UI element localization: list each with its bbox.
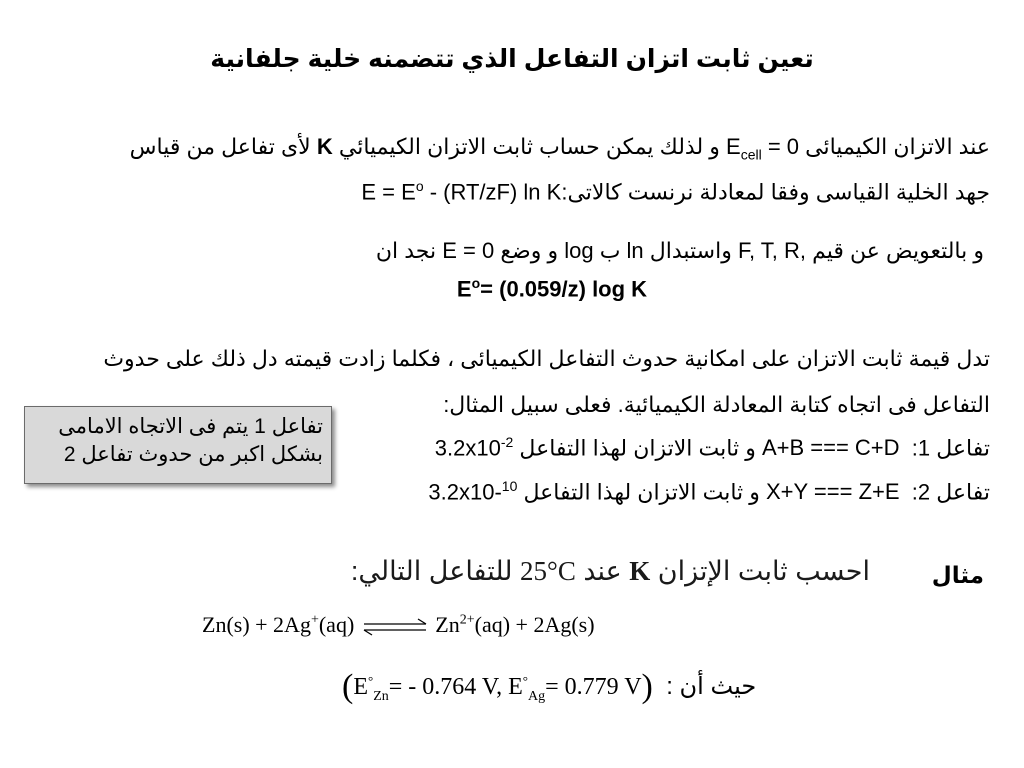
reaction1-line — [435, 434, 990, 461]
reaction2-label: تفاعل 2: — [911, 479, 990, 505]
given-values — [342, 668, 756, 706]
given-v1: = - 0.764 V, — [388, 674, 509, 700]
reaction1-value — [435, 434, 514, 461]
p2-ln: ln — [626, 238, 644, 263]
p2-e0: E = 0 — [442, 238, 495, 263]
p1-text-mid: و لذلك يمكن حساب ثابت الاتزان الكيميائي — [332, 134, 727, 159]
ecell-equals: = 0 — [761, 134, 800, 159]
r1-val-base: 3.2x10 — [434, 435, 501, 461]
slide-title: تعين ثابت اتزان التفاعل الذي تتضمنه خلية جلفانية — [210, 45, 814, 73]
reaction-left-sup: + — [310, 612, 319, 628]
reaction-left-b: (aq) — [318, 612, 355, 637]
paragraph1-line1 — [130, 134, 990, 162]
equilibrium-arrow-icon — [360, 616, 430, 638]
example-label: مثال — [931, 562, 984, 588]
paragraph2-line1 — [376, 238, 984, 264]
reaction-equation — [202, 612, 595, 638]
callout-line2: بشكل اكبر من حدوث تفاعل 2 — [63, 443, 323, 466]
reaction2-line — [428, 478, 990, 505]
p1-line2-text: جهد الخلية القياسى وفقا لمعادلة نرنست كالاتى: — [561, 179, 990, 205]
given-e2-degree: ° — [522, 673, 528, 688]
reaction1-label: تفاعل 1: — [911, 435, 990, 461]
ecell-subscript: cell — [740, 146, 762, 163]
log-k-equation — [0, 275, 1024, 302]
eq-rest: = (0.059/z) log K — [480, 276, 648, 302]
nernst-sup: o — [415, 178, 424, 194]
given-e1-degree: ° — [368, 673, 374, 688]
q-k: K — [629, 556, 651, 586]
callout-line1: تفاعل 1 يتم فى الاتجاه الامامى — [58, 415, 323, 438]
ecell-symbol: E — [726, 134, 741, 159]
p2-vars: F, T, R, — [737, 238, 807, 263]
given-e1-sub: Zn — [373, 688, 389, 704]
p2-a: و بالتعويض عن قيم — [806, 238, 984, 263]
p1-text-end: لأى تفاعل من قياس — [129, 134, 317, 159]
q-text-b: عند — [575, 556, 630, 586]
given-e2: E — [508, 674, 523, 700]
paragraph3-line1: تدل قيمة ثابت الاتزان على امكانية حدوث التفاعل الكيميائى ، فكلما زادت قيمته دل ذلك على حدوث — [103, 346, 990, 371]
nernst-formula — [361, 178, 561, 205]
given-v2: = 0.779 V — [545, 674, 642, 700]
callout-box — [24, 406, 332, 484]
r2-val-exp: 10 — [501, 478, 518, 494]
paragraph1-line2 — [361, 178, 990, 205]
reaction-left: Zn(s) + 2Ag — [202, 612, 311, 637]
nernst-b: - (RT/zF) ln K — [423, 179, 562, 205]
q-temperature: 25°C — [520, 556, 576, 586]
nernst-a: E = E — [361, 179, 416, 205]
reaction2-value — [428, 478, 517, 505]
p2-b: واستبدال — [643, 238, 738, 263]
reaction2-text: و ثابت الاتزان لهذا التفاعل — [517, 479, 766, 505]
given-label: حيث أن : — [666, 673, 757, 700]
q-text-a: احسب ثابت الإتزان — [650, 556, 870, 586]
k-symbol: K — [316, 134, 333, 159]
paragraph3-line2: التفاعل فى اتجاه كتابة المعادلة الكيميائية. فعلى سبيل المثال: — [443, 392, 990, 417]
reaction2-equation: X+Y === Z+E — [766, 479, 900, 505]
p2-log: log — [564, 238, 594, 263]
ecell-expression — [726, 134, 799, 162]
p2-d: و وضع — [494, 238, 565, 263]
reaction1-text: و ثابت الاتزان لهذا التفاعل — [513, 435, 762, 461]
p1-text-start: عند الاتزان الكيميائى — [799, 134, 990, 159]
p2-c: ب — [593, 238, 627, 263]
given-e2-sub: Ag — [527, 688, 546, 704]
reaction1-equation: A+B === C+D — [761, 435, 900, 461]
reaction-right-sup: 2+ — [459, 612, 475, 628]
q-text-c: للتفاعل التالي: — [350, 556, 521, 586]
example-question — [351, 556, 870, 587]
given-expression: ($E^\circ_{Zn}= - 0.764$ V, $E^\circ_{Ag}= 0.779$ V) — [342, 668, 653, 705]
eq-sup: o — [471, 275, 481, 291]
r1-val-exp: -2 — [500, 434, 514, 450]
p2-e: نجد ان — [375, 238, 443, 263]
reaction-right-b: (aq) + 2Ag(s) — [474, 612, 595, 637]
r2-val-base: 3.2x10- — [428, 479, 502, 505]
eq-e: E — [456, 276, 472, 302]
reaction-right: Zn — [435, 612, 460, 637]
given-e1: E — [353, 674, 368, 700]
